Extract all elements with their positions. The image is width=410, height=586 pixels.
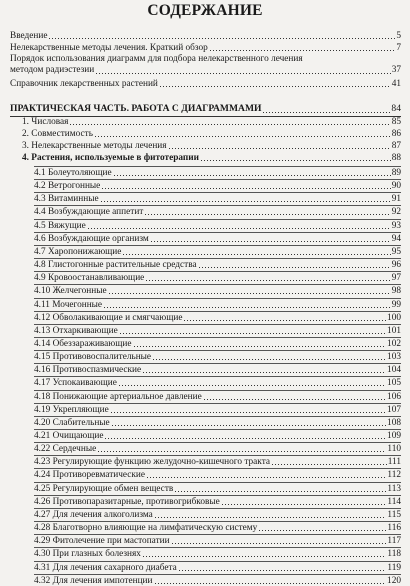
dot-leader <box>144 214 390 215</box>
dot-leader <box>178 570 387 571</box>
toc-subsection-text: 4.29 Фитолечение при мастопатии <box>34 536 170 546</box>
dot-leader <box>183 320 386 321</box>
dot-leader <box>100 201 391 202</box>
dot-leader <box>118 385 386 386</box>
toc-subsection-page: 108 <box>387 418 401 428</box>
dot-leader <box>142 556 386 557</box>
toc-subsection <box>34 313 401 323</box>
dot-leader <box>152 359 386 360</box>
toc-entry-page: 7 <box>396 43 401 53</box>
row-rule <box>34 455 401 456</box>
toc-subsection-text: 4.10 Желчегонные <box>34 286 107 296</box>
toc-subsection-text: 4.3 Витаминные <box>34 194 99 204</box>
toc-subsection-text: 4.22 Сердечные <box>34 444 97 454</box>
toc-section-page: 84 <box>391 103 401 114</box>
dot-leader <box>198 267 391 268</box>
dot-leader <box>69 124 390 125</box>
dot-leader <box>110 412 386 413</box>
row-rule <box>34 574 401 575</box>
toc-subsection-page: 114 <box>387 497 401 507</box>
toc-subsection <box>34 326 401 336</box>
row-rule <box>34 416 401 417</box>
toc-subsection-page: 120 <box>387 576 401 586</box>
toc-chapter-page: 86 <box>391 129 401 139</box>
dot-leader <box>108 293 391 294</box>
dot-leader <box>262 112 390 113</box>
toc-subsection-text: 4.23 Регулирующие функцию желудочно-кишечного тракта <box>34 457 271 467</box>
toc-subsection <box>34 365 401 375</box>
toc-entry-text-line2: методом радиэстезии <box>10 65 95 75</box>
dot-leader <box>159 86 391 87</box>
toc-subsection-text: 4.2 Ветрогонные <box>34 181 101 191</box>
toc-subsection <box>34 563 401 573</box>
toc-subsection <box>34 431 401 441</box>
toc-entry-page: 5 <box>396 31 401 41</box>
dot-leader <box>171 543 387 544</box>
toc-subsection <box>34 523 401 533</box>
toc-subsection <box>34 352 401 362</box>
toc-entry-overview <box>10 43 401 53</box>
toc-subsection <box>34 300 401 310</box>
dot-leader <box>94 136 391 137</box>
toc-subsection <box>34 260 401 270</box>
dot-leader <box>111 425 386 426</box>
toc-subsection-page: 98 <box>391 286 401 296</box>
row-rule <box>34 547 401 548</box>
dot-leader <box>209 50 396 51</box>
toc-subsection-text: 4.7 Харопонижающие <box>34 247 122 257</box>
toc-chapter <box>22 117 401 127</box>
row-rule <box>34 311 401 312</box>
page-title: СОДЕРЖАНИЕ <box>147 2 263 19</box>
toc-subsection-page: 102 <box>387 339 401 349</box>
toc-subsection-text: 4.19 Укрепляющие <box>34 405 109 415</box>
toc-subsection-page: 97 <box>391 273 401 283</box>
dot-leader <box>97 451 386 452</box>
toc-entry-page: 41 <box>391 79 401 89</box>
toc-subsection-page: 89 <box>391 168 401 178</box>
toc-subsection <box>34 207 401 217</box>
dot-leader <box>133 346 387 347</box>
toc-subsection-page: 111 <box>387 457 401 467</box>
row-rule <box>34 192 401 193</box>
dot-leader <box>95 73 390 74</box>
toc-chapter <box>22 141 401 151</box>
dot-leader <box>145 280 390 281</box>
dot-leader <box>258 530 386 531</box>
toc-subsection <box>34 247 401 257</box>
toc-subsection-page: 99 <box>391 300 401 310</box>
toc-subsection <box>34 510 401 520</box>
toc-subsection-text: 4.11 Мочегонные <box>34 300 103 310</box>
dot-leader <box>200 160 391 161</box>
toc-entry-introduction <box>10 31 401 41</box>
toc-subsection-text: 4.16 Противоспазмические <box>34 365 142 375</box>
dot-leader <box>154 583 387 584</box>
toc-chapter-text: 4. Растения, используемые в фитотерапии <box>22 153 199 163</box>
toc-subsection-page: 112 <box>387 470 401 480</box>
row-rule <box>34 376 401 377</box>
row-rule <box>34 179 401 180</box>
toc-subsection <box>34 536 401 546</box>
toc-subsection-text: 4.31 Для лечения сахарного диабета <box>34 563 177 573</box>
dot-leader <box>104 438 386 439</box>
toc-subsection-page: 109 <box>387 431 401 441</box>
row-rule <box>34 337 401 338</box>
dot-leader <box>87 228 391 229</box>
toc-subsection <box>34 418 401 428</box>
dot-leader <box>174 491 386 492</box>
toc-subsection-page: 91 <box>391 194 401 204</box>
row-rule <box>34 390 401 391</box>
toc-subsection-text: 4.8 Глистогонные растительные средства <box>34 260 197 270</box>
toc-subsection-page: 116 <box>387 523 401 533</box>
dot-leader <box>122 254 390 255</box>
toc-subsection-page: 90 <box>391 181 401 191</box>
toc-section-practical <box>10 103 401 115</box>
toc-subsection-page: 115 <box>387 510 401 520</box>
dot-leader <box>271 464 387 465</box>
toc-subsection-page: 119 <box>387 563 401 573</box>
toc-subsection <box>34 497 401 507</box>
toc-entry-text: Введение <box>10 31 48 41</box>
row-rule <box>34 232 401 233</box>
toc-subsection <box>34 181 401 191</box>
dot-leader <box>154 517 387 518</box>
toc-subsection-text: 4.30 При глазных болезнях <box>34 549 141 559</box>
row-rule <box>34 429 401 430</box>
toc-subsection-text: 4.15 Противовоспалительные <box>34 352 152 362</box>
toc-subsection-page: 113 <box>387 484 401 494</box>
row-rule <box>34 219 401 220</box>
row-rule <box>34 271 401 272</box>
toc-chapter-page: 88 <box>391 153 401 163</box>
toc-subsection-page: 107 <box>387 405 401 415</box>
toc-subsection-page: 118 <box>387 549 401 559</box>
dot-leader <box>48 38 395 39</box>
toc-chapter-page: 85 <box>391 117 401 127</box>
toc-subsection <box>34 470 401 480</box>
toc-subsection-text: 4.28 Благотворно влияющие на лимфатическую систему <box>34 523 258 533</box>
toc-subsection <box>34 549 401 559</box>
row-rule <box>34 363 401 364</box>
toc-chapter <box>22 153 401 163</box>
toc-subsection-page: 94 <box>391 234 401 244</box>
toc-subsection <box>34 392 401 402</box>
toc-subsection-text: 4.24 Противоревматические <box>34 470 146 480</box>
row-rule <box>34 258 401 259</box>
toc-subsection-page: 101 <box>387 326 401 336</box>
toc-subsection <box>34 405 401 415</box>
dot-leader <box>103 307 391 308</box>
toc-entry-diagram-usage <box>10 54 401 76</box>
row-rule <box>34 561 401 562</box>
toc-subsection-page: 117 <box>387 536 401 546</box>
toc-entry-page: 37 <box>391 65 401 75</box>
toc-subsection-page: 96 <box>391 260 401 270</box>
toc-subsection-text: 4.26 Противопаразитарные, противогрибковые <box>34 497 220 507</box>
toc-subsection <box>34 457 401 467</box>
toc-subsection-page: 106 <box>387 392 401 402</box>
toc-entry-text: Справочник лекарственных растений <box>10 79 158 89</box>
dot-leader <box>221 504 387 505</box>
toc-subsection-page: 92 <box>391 207 401 217</box>
toc-subsection-text: 4.13 Отхаркивающие <box>34 326 118 336</box>
toc-subsection-page: 95 <box>391 247 401 257</box>
toc-subsection <box>34 378 401 388</box>
dot-leader <box>203 399 386 400</box>
toc-subsection-text: 4.17 Успокаивающие <box>34 378 117 388</box>
toc-subsection <box>34 484 401 494</box>
toc-subsection <box>34 221 401 231</box>
toc-subsection <box>34 194 401 204</box>
toc-subsection-page: 100 <box>387 313 401 323</box>
toc-subsection <box>34 576 401 586</box>
toc-entry-plant-reference <box>10 79 401 89</box>
dot-leader <box>113 175 391 176</box>
row-rule <box>34 508 401 509</box>
dot-leader <box>150 241 391 242</box>
toc-chapter-text: 1. Числовая <box>22 117 69 127</box>
toc-subsection-text: 4.18 Понижающие артериальное давление <box>34 392 202 402</box>
row-rule <box>34 166 401 167</box>
toc-subsection-page: 103 <box>387 352 401 362</box>
toc-subsection-text: 4.1 Болеутоляющие <box>34 168 112 178</box>
toc-chapter-page: 87 <box>391 141 401 151</box>
row-rule <box>34 403 401 404</box>
toc-subsection <box>34 286 401 296</box>
toc-subsection-page: 105 <box>387 378 401 388</box>
row-rule <box>34 324 401 325</box>
toc-subsection <box>34 168 401 178</box>
row-rule <box>34 245 401 246</box>
toc-subsection-text: 4.4 Возбуждающие аппетит <box>34 207 144 217</box>
dot-leader <box>119 333 386 334</box>
row-rule <box>34 284 401 285</box>
toc-subsection-page: 93 <box>391 221 401 231</box>
row-rule <box>34 442 401 443</box>
dot-leader <box>168 148 391 149</box>
toc-subsection <box>34 234 401 244</box>
toc-chapter-text: 2. Совместимость <box>22 129 93 139</box>
toc-chapter <box>22 129 401 139</box>
row-rule <box>34 468 401 469</box>
dot-leader <box>142 372 386 373</box>
row-rule <box>34 205 401 206</box>
row-rule <box>34 534 401 535</box>
row-rule <box>34 482 401 483</box>
toc-subsection-text: 4.21 Очищающие <box>34 431 104 441</box>
toc-subsection <box>34 444 401 454</box>
toc-subsection-text: 4.32 Для лечения импотенции <box>34 576 153 586</box>
toc-chapter-text: 3. Нелекарственные методы лечения <box>22 141 167 151</box>
toc-subsection-text: 4.5 Вяжущие <box>34 221 86 231</box>
toc-subsection-text: 4.20 Слабительные <box>34 418 110 428</box>
toc-subsection <box>34 273 401 283</box>
toc-subsection-text: 4.9 Кровоостанавливающие <box>34 273 145 283</box>
dot-leader <box>101 188 390 189</box>
toc-entry-text: Нелекарственные методы лечения. Краткий обзор <box>10 43 208 53</box>
toc-subsection-text: 4.14 Обеззараживающие <box>34 339 132 349</box>
dot-leader <box>146 477 386 478</box>
toc-subsection-page: 104 <box>387 365 401 375</box>
row-rule <box>34 350 401 351</box>
toc-subsection-text: 4.6 Возбуждающие организм <box>34 234 149 244</box>
toc-subsection-text: 4.27 Для лечения алкоголизма <box>34 510 153 520</box>
row-rule <box>34 298 401 299</box>
toc-subsection-text: 4.25 Регулирующие обмен веществ <box>34 484 174 494</box>
row-rule <box>34 521 401 522</box>
toc-subsection-page: 110 <box>387 444 401 454</box>
toc-section-title: ПРАКТИЧЕСКАЯ ЧАСТЬ. РАБОТА С ДИАГРАММАМИ <box>10 103 262 114</box>
toc-entry-text-line1: Порядок использования диаграмм для подбора нелекарственного лечения <box>10 54 303 64</box>
toc-subsection-text: 4.12 Обволакивающие и смягчающие <box>34 313 183 323</box>
row-rule <box>34 495 401 496</box>
toc-subsection <box>34 339 401 349</box>
